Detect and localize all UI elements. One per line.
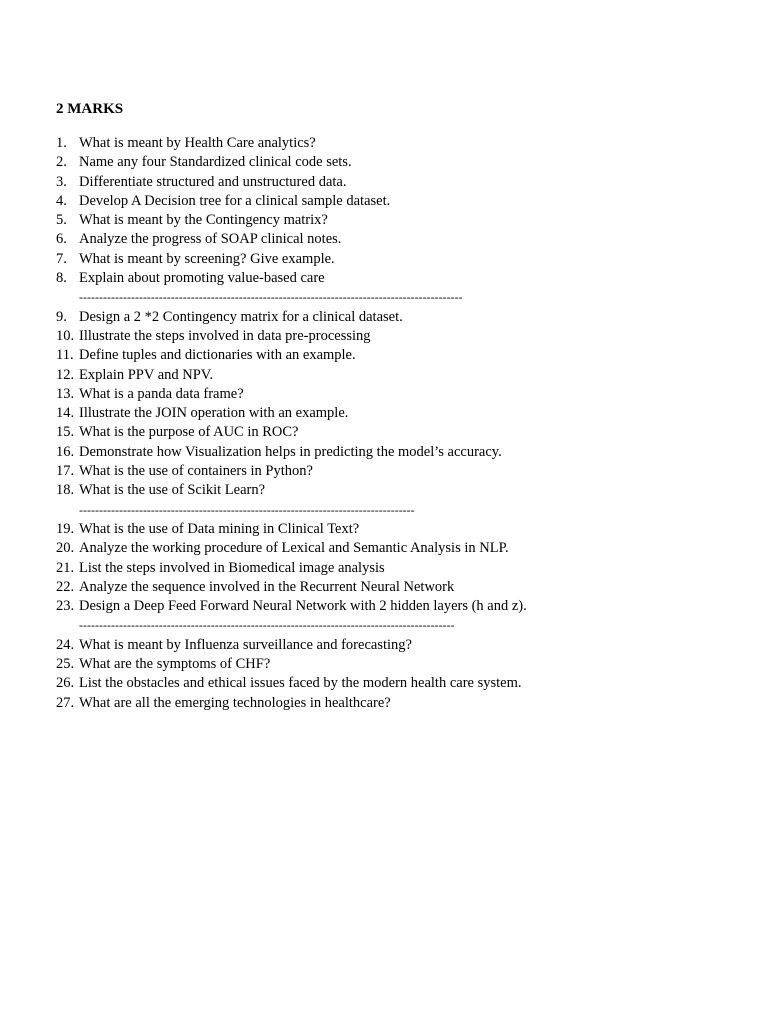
question-number: 7. bbox=[56, 250, 67, 267]
question-number: 14. bbox=[56, 405, 75, 422]
question-item bbox=[56, 539, 527, 558]
question-item bbox=[56, 346, 527, 365]
question-text: Design a Deep Feed Forward Neural Network with 2 hidden layers (h and z). bbox=[79, 598, 527, 615]
question-text: Define tuples and dictionaries with an example. bbox=[79, 347, 356, 364]
question-item bbox=[56, 636, 527, 655]
question-text: Analyze the sequence involved in the Recurrent Neural Network bbox=[79, 578, 455, 595]
question-number: 26. bbox=[56, 675, 75, 692]
question-item bbox=[56, 578, 527, 597]
question-number: 8. bbox=[56, 270, 67, 287]
question-text: Explain about promoting value-based care bbox=[79, 270, 325, 287]
question-number: 11. bbox=[56, 347, 74, 364]
question-number: 2. bbox=[56, 154, 67, 171]
question-item bbox=[56, 385, 527, 404]
question-text: What is the use of Scikit Learn? bbox=[79, 482, 266, 499]
question-text: Illustrate the JOIN operation with an example. bbox=[79, 405, 349, 422]
question-number: 27. bbox=[56, 694, 75, 711]
question-item bbox=[56, 250, 527, 269]
question-number: 19. bbox=[56, 520, 75, 537]
question-text: Differentiate structured and unstructured data. bbox=[79, 173, 347, 190]
question-item bbox=[56, 655, 527, 674]
question-text: What is the use of containers in Python? bbox=[79, 463, 313, 480]
question-number: 24. bbox=[56, 636, 75, 653]
question-number: 12. bbox=[56, 366, 75, 383]
question-number: 4. bbox=[56, 192, 67, 209]
question-item bbox=[56, 597, 527, 616]
question-text: Design a 2 *2 Contingency matrix for a clinical dataset. bbox=[79, 308, 403, 325]
question-item bbox=[56, 443, 527, 462]
question-number: 25. bbox=[56, 656, 75, 673]
question-item bbox=[56, 520, 527, 539]
question-text: What is a panda data frame? bbox=[79, 385, 244, 402]
question-text: List the obstacles and ethical issues faced by the modern health care system. bbox=[79, 675, 522, 692]
question-text: What is meant by screening? Give example. bbox=[79, 250, 335, 267]
question-number: 13. bbox=[56, 385, 75, 402]
question-text: Analyze the progress of SOAP clinical notes. bbox=[79, 231, 342, 248]
question-number: 6. bbox=[56, 231, 67, 248]
question-number: 3. bbox=[56, 173, 67, 190]
question-number: 22. bbox=[56, 578, 75, 595]
question-text: What is the use of Data mining in Clinical Text? bbox=[79, 520, 360, 537]
question-number: 17. bbox=[56, 463, 75, 480]
question-text: What is the purpose of AUC in ROC? bbox=[79, 424, 299, 441]
question-item bbox=[56, 559, 527, 578]
question-text: Name any four Standardized clinical code sets. bbox=[79, 154, 352, 171]
question-item bbox=[56, 481, 527, 500]
separator-line: ------------------------------------------------------------------------------------ bbox=[79, 502, 415, 517]
question-item bbox=[56, 153, 527, 172]
question-number: 16. bbox=[56, 443, 75, 460]
question-number: 15. bbox=[56, 424, 75, 441]
question-text: What is meant by Health Care analytics? bbox=[79, 135, 316, 151]
question-text: List the steps involved in Biomedical image analysis bbox=[79, 559, 385, 576]
question-item bbox=[56, 211, 527, 230]
question-number: 21. bbox=[56, 559, 75, 576]
question-number: 10. bbox=[56, 327, 75, 344]
question-number: 5. bbox=[56, 212, 67, 229]
question-text: What is meant by Influenza surveillance and forecasting? bbox=[79, 636, 412, 653]
question-text: Illustrate the steps involved in data pre-processing bbox=[79, 327, 371, 344]
question-text: Demonstrate how Visualization helps in predicting the model’s accuracy. bbox=[79, 443, 502, 460]
question-item bbox=[56, 230, 527, 249]
separator-line: ------------------------------------------------------------------------------------------------ bbox=[79, 290, 463, 305]
question-item bbox=[56, 462, 527, 481]
separator-line: ---------------------------------------------------------------------------------------------- bbox=[79, 618, 455, 633]
question-item bbox=[56, 192, 527, 211]
question-number: 9. bbox=[56, 308, 67, 325]
question-number: 18. bbox=[56, 482, 75, 499]
question-item bbox=[56, 674, 527, 693]
question-item bbox=[56, 404, 527, 423]
question-item bbox=[56, 308, 527, 327]
question-item bbox=[56, 694, 527, 713]
question-text: What are the symptoms of CHF? bbox=[79, 656, 271, 673]
question-list bbox=[56, 134, 527, 713]
section-heading: 2 MARKS bbox=[56, 101, 124, 117]
question-text: Analyze the working procedure of Lexical and Semantic Analysis in NLP. bbox=[79, 540, 509, 557]
question-text: What are all the emerging technologies in healthcare? bbox=[79, 694, 391, 711]
question-item bbox=[56, 269, 527, 288]
question-item bbox=[56, 423, 527, 442]
question-number: 1. bbox=[56, 135, 67, 151]
question-item bbox=[56, 366, 527, 385]
question-text: Explain PPV and NPV. bbox=[79, 366, 214, 383]
question-item bbox=[56, 327, 527, 346]
question-text: What is meant by the Contingency matrix? bbox=[79, 212, 328, 229]
question-number: 23. bbox=[56, 598, 75, 615]
question-item bbox=[56, 173, 527, 192]
question-item bbox=[56, 134, 527, 153]
question-number: 20. bbox=[56, 540, 75, 557]
question-text: Develop A Decision tree for a clinical sample dataset. bbox=[79, 192, 391, 209]
